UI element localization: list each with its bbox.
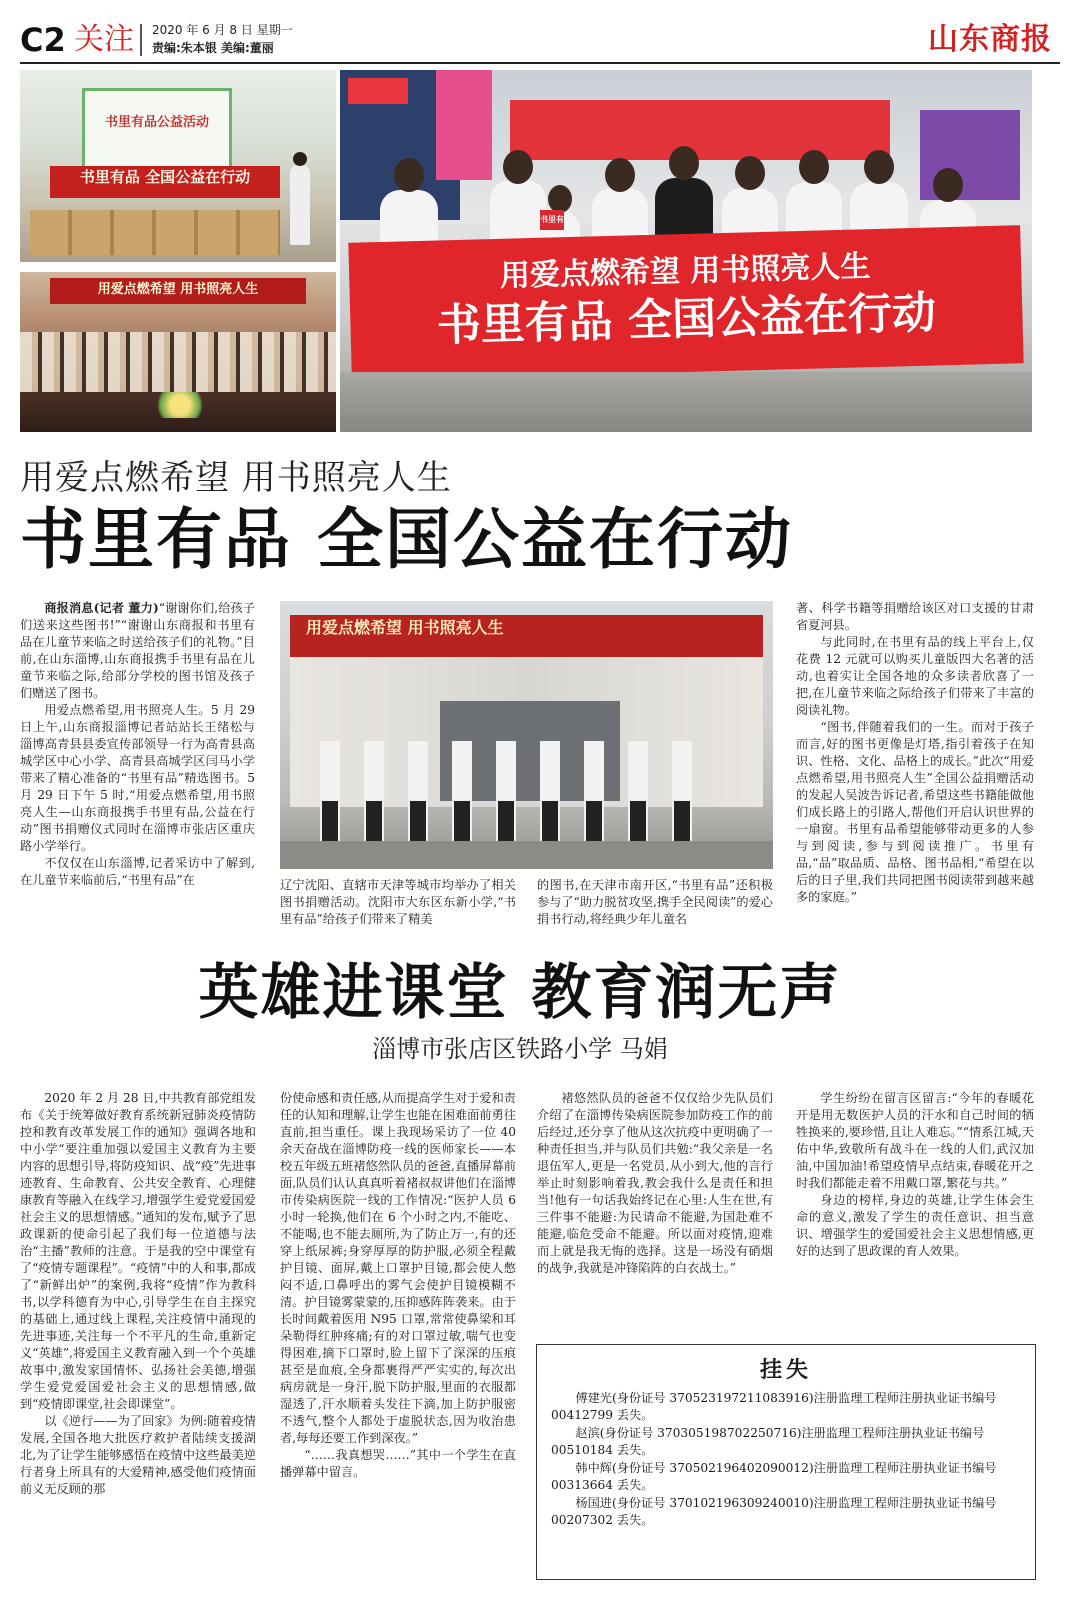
article2-paragraph: 学生纷纷在留言区留言:“今年的春暖花开是用无数医护人员的汗水和自己时间的牺牲换来的,要珍惜,且让人难忘。”“情系江城,天佑中华,致敬所有战斗在一线的人们,武汉加油,中国加油!希望疫情早点结束,春暖花开之时我们都能走着不用戴口罩,繁花与共。” xyxy=(796,1091,1034,1190)
article1-col2 xyxy=(280,877,516,928)
article1-subhead: 用爱点燃希望 用书照亮人生 xyxy=(20,458,452,498)
article1-col1 xyxy=(20,600,255,889)
article1-col3 xyxy=(537,877,773,928)
flowers xyxy=(150,392,210,418)
pink-booth xyxy=(436,70,492,180)
article2-paragraph: “……我真想哭……”其中一个学生在直播弹幕中留言。 xyxy=(280,1448,516,1479)
article1-paragraph: 用爱点燃希望,用书照亮人生。5 月 29 日上午,山东商报淄博记者站站长王绪松与淄博高青县县委宣传部领导一行为高青县高城学区中心小学、高青县高城学区闫马小学带来了精心准备的“书里有品”精选图书。5 月 29 日下午 5 时,“用爱点燃希望,用书照亮人生—山东商报携手书里有品,公益在行动”图书捐赠仪式同时在淄博市张店区重庆路小学举行。 xyxy=(20,703,255,853)
lost-notice-item: 赵滨(身份证号 370305198702250716)注册监理工程师注册执业证书编号 00510184 丢失。 xyxy=(551,1426,985,1457)
article1-paragraph: 著、科学书籍等捐赠给该区对口支援的甘肃省夏河县。 xyxy=(796,601,1034,632)
article2-byline: 淄博市张店区铁路小学 马娟 xyxy=(372,1035,668,1063)
lost-notice-box xyxy=(536,1344,1036,1580)
ground xyxy=(280,841,773,869)
photo-volunteers-group xyxy=(340,70,1032,432)
students-rows xyxy=(20,332,336,392)
lost-notice-title: 挂失 xyxy=(759,1358,812,1383)
photo-classroom xyxy=(20,272,336,432)
article1-paragraph: 辽宁沈阳、直辖市天津等城市均举办了相关图书捐赠活动。沈阳市大东区东新小学,“书里有品”给孩子们带来了精美 xyxy=(280,878,516,926)
big-banner-line1: 用爱点燃希望 用书照亮人生 xyxy=(499,249,871,294)
article2-paragraph: 褚悠然队员的爸爸不仅仅给少先队员们介绍了在淄博传染病医院参加防疫工作的前后经过,还分享了他从这次抗疫中更明确了一种责任担当,并与队员们共勉:“我父亲是一名退伍军人,更是一名党员,从小到大,他的言行举止时刻影响着我,教会我什么是责任和担当!他有一句话我始终记在心里:人生在世,有三件事不能避:为民请命不能避,为国赴难不能避,临危受命不能避。所以面对疫情,迎难而上就是我无悔的选择。这是一场没有硝烟的战争,我就是冲锋陷阵的白衣战士。” xyxy=(537,1091,773,1275)
article1-headline: 书里有品 全国公益在行动 xyxy=(20,501,793,578)
article2-paragraph: 身边的榜样,身边的英雄,让学生体会生命的意义,激发了学生的责任意识、担当意识、增强学生的爱国爱社会主义思想情感,更好的达到了思政课的育人效果。 xyxy=(796,1193,1034,1258)
article2-paragraph: 份使命感和责任感,从而提高学生对于爱和责任的认知和理解,让学生也能在困难面前勇往直前,担当重任。课上我现场采访了一位 40 余天奋战在淄博防疫一线的医师家长——本校五年级五班褚悠然队员的爸爸,直播屏幕前面,队员们认认真真听着褚叔叔讲他们在淄博市传染病医院一线的工作情况:“医护人员 6 小时一轮换,他们在 6 个小时之内,不能吃、不能喝,也不能去厕所,为了防止万一,有的还穿上纸尿裤;身穿厚厚的防护服,必须全程戴护目镜、面屏,戴上口罩护目镜,都会使人憋闷不适,口鼻呼出的雾气会使护目镜模糊不清。护目镜雾蒙蒙的,压抑感阵阵袭来。由于长时间戴着医用 N95 口罩,常常使鼻梁和耳朵勒得红肿疼痛;有的对口罩过敏,喘气也变得困难,摘下口罩时,脸上留下了深深的压痕甚至是血痕,全身都裹得严严实实的,每次出病房就是一身汗,脱下防护服,里面的衣服都湿透了,汗水顺着头发往下滴,加上防护服密不透气,整个人都处于虚脱状态,因为收治患者,每每还要工作到深夜。” xyxy=(280,1091,516,1445)
article2-col3 xyxy=(537,1090,773,1277)
article2-headline: 英雄进课堂 教育润无声 xyxy=(198,958,842,1028)
article1-paragraph: 不仅仅在山东淄博,记者采访中了解到,在儿童节来临前后,“书里有品”在 xyxy=(20,856,255,887)
masthead-rule xyxy=(20,62,1060,64)
article1-paragraph: “谢谢你们,给孩子们送来这些图书!”“谢谢山东商报和书里有品在儿童节来临之时送给孩子们的礼物。”目前,在山东淄博,山东商报携手书里有品在儿童节来临之际,给部分学校的图书馆及孩子们赠送了图书。 xyxy=(20,601,255,700)
photo-school-donation xyxy=(20,70,336,262)
school-banner xyxy=(50,166,280,198)
school-banner-text: 书里有品 全国公益在行动 xyxy=(79,168,251,186)
campaign-board-text: 书里有品公益活动 xyxy=(104,115,209,130)
classroom-banner xyxy=(50,278,306,304)
article1-lead: 商报消息(记者 董力) xyxy=(44,601,159,615)
article1-paragraph: “图书,伴随着我们的一生。而对于孩子而言,好的图书更像是灯塔,指引着孩子在知识、性格、文化、品格上的成长。”此次“用爱点燃希望,用书照亮人生”全国公益捐赠活动的发起人吴波告诉记者,希望这些书籍能做他们成长路上的引路人,帮他们开启认识世界的一扇窗。书里有品希望能够带动更多的人参与到阅读,参与到阅读推广。书里有品,“品”取品质、品格、图书品相,“希望在以后的日子里,我们共同把图书阅读带到越来越多的家庭。” xyxy=(796,720,1034,904)
article2-col4 xyxy=(796,1090,1034,1260)
big-red-banner xyxy=(348,225,1023,381)
editor-credits: 责编:朱本银 美编:董丽 xyxy=(152,41,274,55)
book-boxes xyxy=(30,210,280,255)
photo-donation-ceremony xyxy=(280,601,773,869)
page-code: C2 xyxy=(20,21,66,59)
classroom-banner-text: 用爱点燃希望 用书照亮人生 xyxy=(97,282,259,297)
masthead-separator xyxy=(140,24,142,56)
article2-paragraph: 以《逆行——为了回家》为例:随着疫情发展,全国各地大批医疗救护者陆续支援湖北,为了让学生能够感悟在疫情中这些最美逆行者身上所具有的大爱精神,感受他们疫情面前义无反顾的那 xyxy=(20,1414,256,1496)
backdrop-red xyxy=(510,100,890,160)
lost-notice-item: 韩中辉(身份证号 370502196402090012)注册监理工程师注册执业证书编号 00313664 丢失。 xyxy=(551,1461,997,1492)
section-name: 关注 xyxy=(74,22,134,57)
lost-notice-item: 傅建光(身份证号 370523197211083916)注册监理工程师注册执业证书编号 00412799 丢失。 xyxy=(551,1391,997,1422)
campaign-board xyxy=(82,88,232,170)
lost-notice-item: 杨国进(身份证号 370102196309240010)注册监理工程师注册执业证书编号 00207302 丢失。 xyxy=(551,1496,997,1527)
article2-col2 xyxy=(280,1090,516,1481)
article1-paragraph: 与此同时,在书里有品的线上平台上,仅花费 12 元就可以购买儿童版四大名著的活动,也着实让全国各地的众多读者欣喜了一把,在儿童节来临之际给孩子们带来了丰富的阅读礼物。 xyxy=(796,635,1034,717)
article2-col1 xyxy=(20,1090,256,1498)
big-banner-line2: 书里有品 全国公益在行动 xyxy=(436,287,937,352)
article2-paragraph: 2020 年 2 月 28 日,中共教育部党组发布《关于统筹做好教育系统新冠肺炎疫情防控和教育改革发展工作的通知》强调各地和中小学“要注重加强以爱国主义教育为主要内容的思想引导,将防疫知识、战“疫”先进事迹教育、生命教育、公共安全教育、心理健康教育等融入在线学习,增强学生爱党爱国爱社会主义的思想情感。”通知的发布,赋予了思政课新的使命引起了我们每一位道德与法治“主播”教师的注意。于是我的空中课堂有了“疫情专题课程”。“疫情”中的人和事,都成了“新鲜出炉”的案例,我将“疫情”作为教科书,以学科德育为中心,引导学生在自主探究的基础上,通过线上课程,关注疫情中涌现的先进事迹,关注每一个不平凡的生命,重新定义“英雄”,将爱国主义教育融入到一个个英雄故事中,激发家国情怀、弘扬社会美德,增强学生爱党爱国爱社会主义的思想情感,做到“疫情即课堂,社会即课堂”。 xyxy=(20,1091,256,1411)
newspaper-logo: 山东商报 xyxy=(928,22,1052,57)
shirt-print: 书里有 xyxy=(540,210,564,230)
ceremony-banner xyxy=(290,615,763,657)
issue-date: 2020 年 6 月 8 日 星期一 xyxy=(152,23,293,37)
person-right xyxy=(290,165,310,245)
article1-paragraph: 的图书,在天津市南开区,“书里有品”还积极参与了“助力脱贫攻坚,携手全民阅读”的爱心捐书行动,将经典少年儿童名 xyxy=(537,878,773,926)
pavement xyxy=(340,372,1032,432)
ceremony-banner-text: 用爱点燃希望 用书照亮人生 xyxy=(306,618,504,637)
article1-col4 xyxy=(796,600,1034,906)
